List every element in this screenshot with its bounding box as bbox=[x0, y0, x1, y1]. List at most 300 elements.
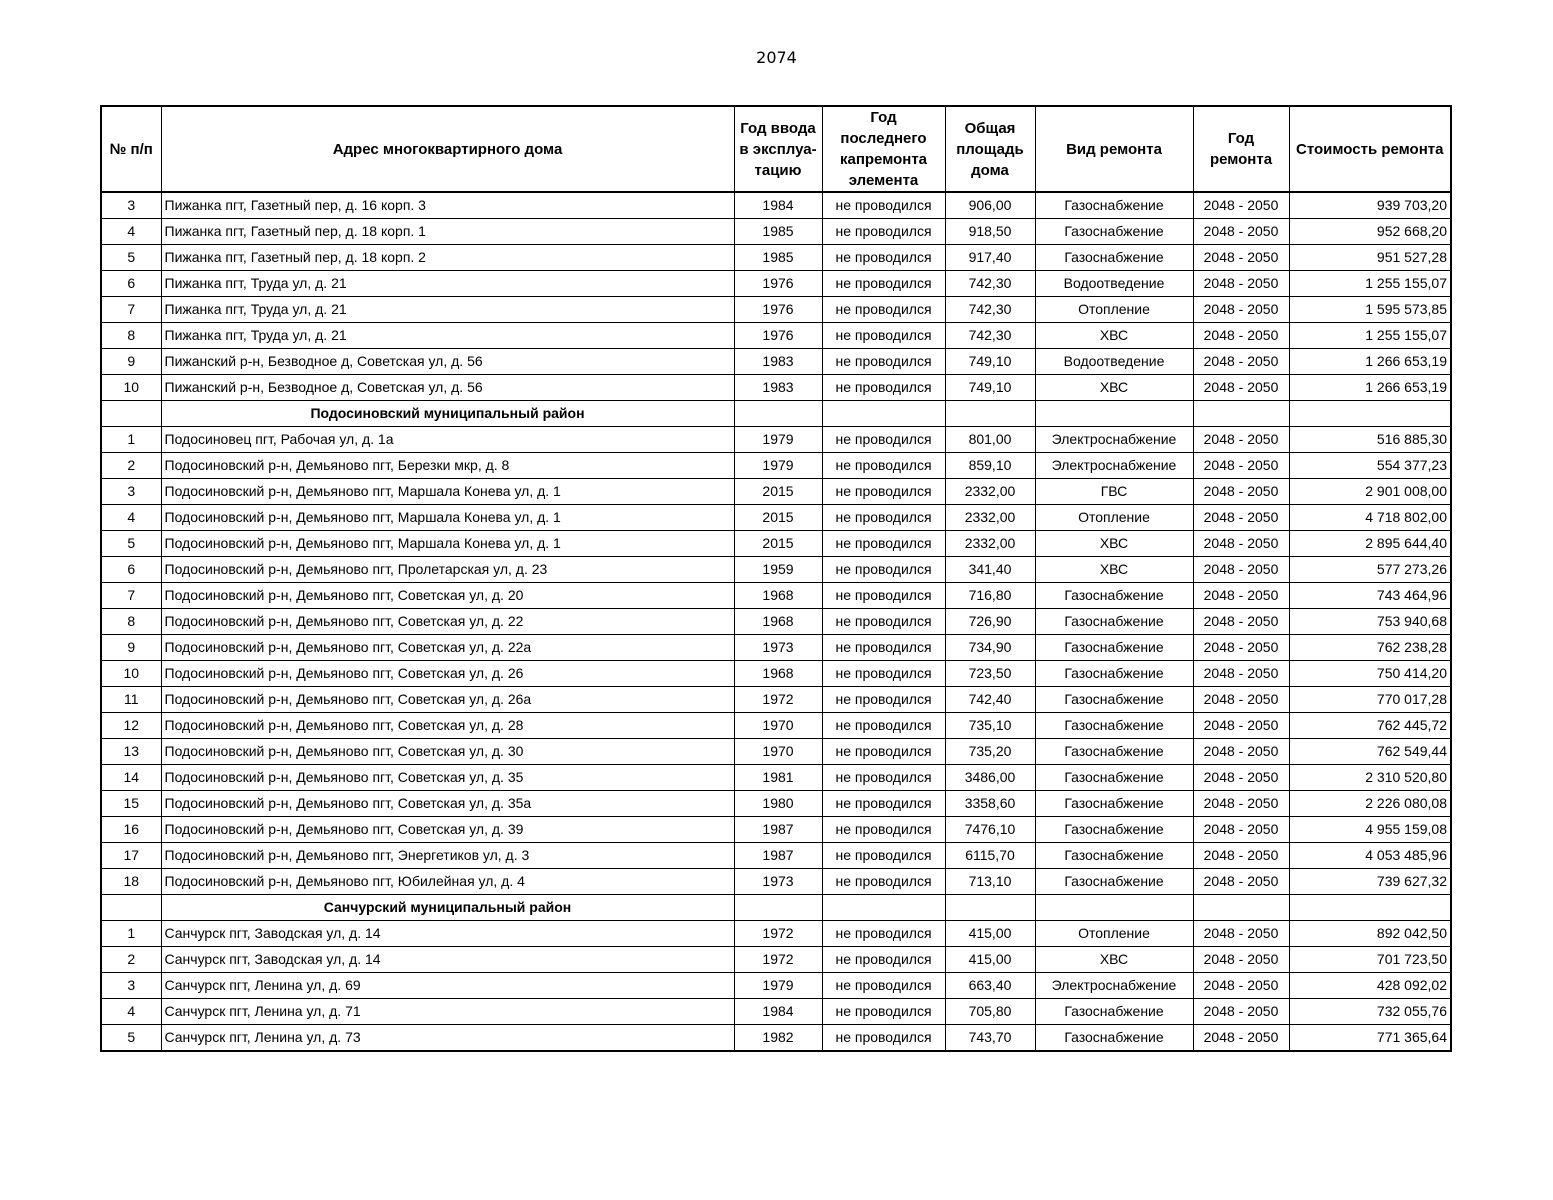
cell-num: 7 bbox=[101, 297, 161, 323]
cell-repair-type: Газоснабжение bbox=[1035, 219, 1193, 245]
cell-num: 3 bbox=[101, 192, 161, 219]
cell-area: 859,10 bbox=[945, 453, 1035, 479]
cell-repair-year: 2048 - 2050 bbox=[1193, 219, 1289, 245]
cell-repair-year: 2048 - 2050 bbox=[1193, 297, 1289, 323]
cell-repair-type: ХВС bbox=[1035, 947, 1193, 973]
cell-repair-type: Газоснабжение bbox=[1035, 192, 1193, 219]
cell-num: 9 bbox=[101, 349, 161, 375]
cell-address: Пижанка пгт, Труда ул, д. 21 bbox=[161, 271, 734, 297]
table-row bbox=[101, 297, 1451, 323]
cell-year-built: 1987 bbox=[734, 843, 822, 869]
cell-last-repair: не проводился bbox=[822, 219, 945, 245]
table-row bbox=[101, 271, 1451, 297]
cell-repair-type: Газоснабжение bbox=[1035, 791, 1193, 817]
cell-address: Пижанка пгт, Газетный пер, д. 16 корп. 3 bbox=[161, 192, 734, 219]
cell-area: 2332,00 bbox=[945, 505, 1035, 531]
cell-num: 14 bbox=[101, 765, 161, 791]
cell-repair-year: 2048 - 2050 bbox=[1193, 869, 1289, 895]
cell-num: 10 bbox=[101, 375, 161, 401]
cell-last-repair: не проводился bbox=[822, 1025, 945, 1052]
cell-address: Пижанка пгт, Труда ул, д. 21 bbox=[161, 297, 734, 323]
cell-repair-type: Газоснабжение bbox=[1035, 817, 1193, 843]
table-row bbox=[101, 817, 1451, 843]
cell-cost: 2 226 080,08 bbox=[1289, 791, 1451, 817]
cell-repair-type: Газоснабжение bbox=[1035, 609, 1193, 635]
table-row bbox=[101, 219, 1451, 245]
cell-num bbox=[101, 401, 161, 427]
header-num: № п/п bbox=[101, 106, 161, 192]
cell-last-repair: не проводился bbox=[822, 999, 945, 1025]
cell-year-built: 1970 bbox=[734, 713, 822, 739]
table-row bbox=[101, 999, 1451, 1025]
cell-area: 801,00 bbox=[945, 427, 1035, 453]
cell-repair-type: ХВС bbox=[1035, 323, 1193, 349]
cell-year-built: 1970 bbox=[734, 739, 822, 765]
cell-repair-year: 2048 - 2050 bbox=[1193, 739, 1289, 765]
cell-repair-type: Газоснабжение bbox=[1035, 1025, 1193, 1052]
repair-schedule-table bbox=[100, 105, 1452, 1052]
cell-num: 5 bbox=[101, 245, 161, 271]
cell-year-built: 1968 bbox=[734, 609, 822, 635]
cell-num: 3 bbox=[101, 973, 161, 999]
cell-num: 17 bbox=[101, 843, 161, 869]
cell-year-built: 1972 bbox=[734, 921, 822, 947]
cell-repair-type: Отопление bbox=[1035, 921, 1193, 947]
cell-cost: 939 703,20 bbox=[1289, 192, 1451, 219]
cell-area: 2332,00 bbox=[945, 479, 1035, 505]
cell-cost: 701 723,50 bbox=[1289, 947, 1451, 973]
table-row bbox=[101, 245, 1451, 271]
cell-cost: 554 377,23 bbox=[1289, 453, 1451, 479]
cell-year-built: 1982 bbox=[734, 1025, 822, 1052]
cell-last-repair: не проводился bbox=[822, 713, 945, 739]
cell-cost: 1 266 653,19 bbox=[1289, 349, 1451, 375]
cell-year-built: 2015 bbox=[734, 479, 822, 505]
cell-num: 4 bbox=[101, 505, 161, 531]
cell-year-built: 1979 bbox=[734, 427, 822, 453]
cell-area: 705,80 bbox=[945, 999, 1035, 1025]
cell-num: 12 bbox=[101, 713, 161, 739]
cell-cost: 2 895 644,40 bbox=[1289, 531, 1451, 557]
cell-cost: 952 668,20 bbox=[1289, 219, 1451, 245]
cell-repair-type: Газоснабжение bbox=[1035, 245, 1193, 271]
cell-area: 749,10 bbox=[945, 349, 1035, 375]
empty-cell bbox=[1035, 895, 1193, 921]
cell-repair-year: 2048 - 2050 bbox=[1193, 817, 1289, 843]
cell-last-repair: не проводился bbox=[822, 479, 945, 505]
cell-last-repair: не проводился bbox=[822, 427, 945, 453]
cell-area: 341,40 bbox=[945, 557, 1035, 583]
table-row bbox=[101, 765, 1451, 791]
cell-year-built: 1959 bbox=[734, 557, 822, 583]
cell-repair-type: Электроснабжение bbox=[1035, 973, 1193, 999]
section-title: Подосиновский муниципальный район bbox=[161, 401, 734, 427]
cell-repair-year: 2048 - 2050 bbox=[1193, 765, 1289, 791]
empty-cell bbox=[1193, 401, 1289, 427]
table-row bbox=[101, 1025, 1451, 1052]
cell-address: Подосиновский р-н, Демьяново пгт, Маршала Конева ул, д. 1 bbox=[161, 479, 734, 505]
cell-cost: 770 017,28 bbox=[1289, 687, 1451, 713]
cell-repair-type: Газоснабжение bbox=[1035, 843, 1193, 869]
table-body bbox=[101, 192, 1451, 1051]
cell-repair-year: 2048 - 2050 bbox=[1193, 245, 1289, 271]
cell-last-repair: не проводился bbox=[822, 192, 945, 219]
cell-area: 749,10 bbox=[945, 375, 1035, 401]
cell-repair-year: 2048 - 2050 bbox=[1193, 635, 1289, 661]
cell-num: 2 bbox=[101, 947, 161, 973]
table-row bbox=[101, 973, 1451, 999]
cell-cost: 428 092,02 bbox=[1289, 973, 1451, 999]
cell-num: 6 bbox=[101, 271, 161, 297]
cell-repair-year: 2048 - 2050 bbox=[1193, 661, 1289, 687]
cell-address: Пижанский р-н, Безводное д, Советская ул, д. 56 bbox=[161, 375, 734, 401]
cell-area: 6115,70 bbox=[945, 843, 1035, 869]
cell-repair-type: ХВС bbox=[1035, 375, 1193, 401]
cell-area: 917,40 bbox=[945, 245, 1035, 271]
cell-repair-year: 2048 - 2050 bbox=[1193, 427, 1289, 453]
cell-area: 7476,10 bbox=[945, 817, 1035, 843]
cell-cost: 4 718 802,00 bbox=[1289, 505, 1451, 531]
cell-address: Подосиновский р-н, Демьяново пгт, Советская ул, д. 20 bbox=[161, 583, 734, 609]
cell-repair-type: Водоотведение bbox=[1035, 349, 1193, 375]
empty-cell bbox=[734, 401, 822, 427]
cell-year-built: 1976 bbox=[734, 271, 822, 297]
cell-area: 663,40 bbox=[945, 973, 1035, 999]
header-repair-type: Вид ремонта bbox=[1035, 106, 1193, 192]
cell-address: Санчурск пгт, Заводская ул, д. 14 bbox=[161, 921, 734, 947]
cell-repair-type: Газоснабжение bbox=[1035, 583, 1193, 609]
cell-cost: 516 885,30 bbox=[1289, 427, 1451, 453]
cell-repair-year: 2048 - 2050 bbox=[1193, 843, 1289, 869]
cell-year-built: 1980 bbox=[734, 791, 822, 817]
cell-year-built: 1979 bbox=[734, 973, 822, 999]
cell-cost: 577 273,26 bbox=[1289, 557, 1451, 583]
cell-cost: 2 310 520,80 bbox=[1289, 765, 1451, 791]
header-repair-year: Год ремонта bbox=[1193, 106, 1289, 192]
table-row bbox=[101, 427, 1451, 453]
cell-address: Подосиновец пгт, Рабочая ул, д. 1а bbox=[161, 427, 734, 453]
cell-area: 742,30 bbox=[945, 323, 1035, 349]
cell-repair-year: 2048 - 2050 bbox=[1193, 713, 1289, 739]
cell-last-repair: не проводился bbox=[822, 271, 945, 297]
cell-num: 11 bbox=[101, 687, 161, 713]
cell-cost: 739 627,32 bbox=[1289, 869, 1451, 895]
cell-repair-year: 2048 - 2050 bbox=[1193, 973, 1289, 999]
cell-area: 742,40 bbox=[945, 687, 1035, 713]
cell-repair-year: 2048 - 2050 bbox=[1193, 479, 1289, 505]
cell-repair-type: ГВС bbox=[1035, 479, 1193, 505]
cell-year-built: 1985 bbox=[734, 219, 822, 245]
cell-repair-year: 2048 - 2050 bbox=[1193, 323, 1289, 349]
cell-repair-year: 2048 - 2050 bbox=[1193, 687, 1289, 713]
cell-repair-type: Электроснабжение bbox=[1035, 427, 1193, 453]
cell-repair-year: 2048 - 2050 bbox=[1193, 583, 1289, 609]
cell-repair-type: Газоснабжение bbox=[1035, 869, 1193, 895]
cell-last-repair: не проводился bbox=[822, 765, 945, 791]
table-row bbox=[101, 921, 1451, 947]
cell-last-repair: не проводился bbox=[822, 973, 945, 999]
empty-cell bbox=[1289, 895, 1451, 921]
cell-address: Подосиновский р-н, Демьяново пгт, Советская ул, д. 22 bbox=[161, 609, 734, 635]
cell-cost: 762 445,72 bbox=[1289, 713, 1451, 739]
cell-num bbox=[101, 895, 161, 921]
cell-address: Подосиновский р-н, Демьяново пгт, Березки мкр, д. 8 bbox=[161, 453, 734, 479]
cell-cost: 2 901 008,00 bbox=[1289, 479, 1451, 505]
cell-cost: 1 255 155,07 bbox=[1289, 271, 1451, 297]
cell-num: 2 bbox=[101, 453, 161, 479]
empty-cell bbox=[734, 895, 822, 921]
cell-repair-year: 2048 - 2050 bbox=[1193, 921, 1289, 947]
cell-year-built: 1976 bbox=[734, 297, 822, 323]
cell-cost: 892 042,50 bbox=[1289, 921, 1451, 947]
cell-last-repair: не проводился bbox=[822, 843, 945, 869]
cell-year-built: 1976 bbox=[734, 323, 822, 349]
cell-address: Подосиновский р-н, Демьяново пгт, Советская ул, д. 26 bbox=[161, 661, 734, 687]
cell-repair-year: 2048 - 2050 bbox=[1193, 791, 1289, 817]
cell-last-repair: не проводился bbox=[822, 739, 945, 765]
table-row bbox=[101, 557, 1451, 583]
cell-num: 18 bbox=[101, 869, 161, 895]
cell-address: Санчурск пгт, Ленина ул, д. 73 bbox=[161, 1025, 734, 1052]
cell-address: Санчурск пгт, Ленина ул, д. 71 bbox=[161, 999, 734, 1025]
cell-address: Пижанский р-н, Безводное д, Советская ул, д. 56 bbox=[161, 349, 734, 375]
cell-num: 8 bbox=[101, 609, 161, 635]
table-row bbox=[101, 583, 1451, 609]
cell-repair-type: Газоснабжение bbox=[1035, 687, 1193, 713]
cell-repair-type: Газоснабжение bbox=[1035, 635, 1193, 661]
cell-repair-type: ХВС bbox=[1035, 531, 1193, 557]
table-row bbox=[101, 687, 1451, 713]
cell-address: Подосиновский р-н, Демьяново пгт, Маршала Конева ул, д. 1 bbox=[161, 505, 734, 531]
cell-last-repair: не проводился bbox=[822, 453, 945, 479]
cell-year-built: 1968 bbox=[734, 583, 822, 609]
cell-area: 723,50 bbox=[945, 661, 1035, 687]
cell-cost: 771 365,64 bbox=[1289, 1025, 1451, 1052]
header-address: Адрес многоквартирного дома bbox=[161, 106, 734, 192]
cell-address: Подосиновский р-н, Демьяново пгт, Советская ул, д. 22а bbox=[161, 635, 734, 661]
cell-cost: 951 527,28 bbox=[1289, 245, 1451, 271]
cell-repair-year: 2048 - 2050 bbox=[1193, 505, 1289, 531]
cell-repair-year: 2048 - 2050 bbox=[1193, 609, 1289, 635]
table-row bbox=[101, 609, 1451, 635]
cell-area: 734,90 bbox=[945, 635, 1035, 661]
cell-year-built: 1984 bbox=[734, 999, 822, 1025]
cell-area: 716,80 bbox=[945, 583, 1035, 609]
cell-cost: 762 238,28 bbox=[1289, 635, 1451, 661]
cell-area: 743,70 bbox=[945, 1025, 1035, 1052]
cell-year-built: 1973 bbox=[734, 635, 822, 661]
cell-repair-type: Отопление bbox=[1035, 505, 1193, 531]
cell-year-built: 2015 bbox=[734, 531, 822, 557]
cell-num: 9 bbox=[101, 635, 161, 661]
cell-area: 415,00 bbox=[945, 947, 1035, 973]
table-row bbox=[101, 635, 1451, 661]
cell-cost: 743 464,96 bbox=[1289, 583, 1451, 609]
cell-area: 2332,00 bbox=[945, 531, 1035, 557]
cell-cost: 750 414,20 bbox=[1289, 661, 1451, 687]
cell-num: 3 bbox=[101, 479, 161, 505]
cell-repair-type: Газоснабжение bbox=[1035, 765, 1193, 791]
cell-last-repair: не проводился bbox=[822, 609, 945, 635]
table-row bbox=[101, 843, 1451, 869]
cell-last-repair: не проводился bbox=[822, 297, 945, 323]
cell-last-repair: не проводился bbox=[822, 869, 945, 895]
cell-repair-year: 2048 - 2050 bbox=[1193, 375, 1289, 401]
cell-address: Санчурск пгт, Ленина ул, д. 69 bbox=[161, 973, 734, 999]
cell-year-built: 1968 bbox=[734, 661, 822, 687]
cell-repair-year: 2048 - 2050 bbox=[1193, 557, 1289, 583]
cell-address: Подосиновский р-н, Демьяново пгт, Советская ул, д. 28 bbox=[161, 713, 734, 739]
cell-num: 7 bbox=[101, 583, 161, 609]
cell-area: 918,50 bbox=[945, 219, 1035, 245]
table-row bbox=[101, 869, 1451, 895]
cell-address: Пижанка пгт, Газетный пер, д. 18 корп. 2 bbox=[161, 245, 734, 271]
cell-num: 8 bbox=[101, 323, 161, 349]
table-row bbox=[101, 349, 1451, 375]
cell-area: 3358,60 bbox=[945, 791, 1035, 817]
empty-cell bbox=[1193, 895, 1289, 921]
header-cost: Стоимость ремонта bbox=[1289, 106, 1451, 192]
cell-num: 16 bbox=[101, 817, 161, 843]
empty-cell bbox=[1289, 401, 1451, 427]
cell-year-built: 1973 bbox=[734, 869, 822, 895]
cell-cost: 762 549,44 bbox=[1289, 739, 1451, 765]
cell-repair-year: 2048 - 2050 bbox=[1193, 999, 1289, 1025]
cell-last-repair: не проводился bbox=[822, 245, 945, 271]
table-row bbox=[101, 791, 1451, 817]
cell-repair-year: 2048 - 2050 bbox=[1193, 192, 1289, 219]
cell-repair-type: Газоснабжение bbox=[1035, 713, 1193, 739]
cell-repair-type: Газоснабжение bbox=[1035, 999, 1193, 1025]
cell-last-repair: не проводился bbox=[822, 505, 945, 531]
cell-year-built: 1981 bbox=[734, 765, 822, 791]
cell-last-repair: не проводился bbox=[822, 531, 945, 557]
cell-address: Подосиновский р-н, Демьяново пгт, Советская ул, д. 26а bbox=[161, 687, 734, 713]
cell-address: Пижанка пгт, Труда ул, д. 21 bbox=[161, 323, 734, 349]
cell-area: 735,10 bbox=[945, 713, 1035, 739]
cell-num: 4 bbox=[101, 219, 161, 245]
cell-num: 6 bbox=[101, 557, 161, 583]
cell-num: 5 bbox=[101, 1025, 161, 1052]
cell-num: 15 bbox=[101, 791, 161, 817]
cell-year-built: 1979 bbox=[734, 453, 822, 479]
empty-cell bbox=[822, 895, 945, 921]
header-last-repair: Год последнего капремонта элемента bbox=[822, 106, 945, 192]
cell-repair-year: 2048 - 2050 bbox=[1193, 453, 1289, 479]
cell-last-repair: не проводился bbox=[822, 921, 945, 947]
table-row bbox=[101, 479, 1451, 505]
cell-last-repair: не проводился bbox=[822, 323, 945, 349]
cell-num: 10 bbox=[101, 661, 161, 687]
table-row bbox=[101, 375, 1451, 401]
cell-year-built: 1984 bbox=[734, 192, 822, 219]
cell-repair-type: Электроснабжение bbox=[1035, 453, 1193, 479]
cell-last-repair: не проводился bbox=[822, 687, 945, 713]
cell-year-built: 1972 bbox=[734, 947, 822, 973]
cell-last-repair: не проводился bbox=[822, 583, 945, 609]
cell-address: Подосиновский р-н, Демьяново пгт, Советская ул, д. 30 bbox=[161, 739, 734, 765]
cell-num: 1 bbox=[101, 921, 161, 947]
section-row bbox=[101, 401, 1451, 427]
cell-cost: 1 266 653,19 bbox=[1289, 375, 1451, 401]
table-row bbox=[101, 713, 1451, 739]
cell-cost: 4 955 159,08 bbox=[1289, 817, 1451, 843]
cell-area: 415,00 bbox=[945, 921, 1035, 947]
header-year-built: Год ввода в эксплуа-тацию bbox=[734, 106, 822, 192]
table-row bbox=[101, 739, 1451, 765]
cell-last-repair: не проводился bbox=[822, 557, 945, 583]
empty-cell bbox=[822, 401, 945, 427]
cell-repair-year: 2048 - 2050 bbox=[1193, 271, 1289, 297]
cell-repair-year: 2048 - 2050 bbox=[1193, 531, 1289, 557]
cell-address: Подосиновский р-н, Демьяново пгт, Советская ул, д. 35а bbox=[161, 791, 734, 817]
cell-area: 742,30 bbox=[945, 271, 1035, 297]
table-header-row bbox=[101, 106, 1451, 192]
cell-area: 726,90 bbox=[945, 609, 1035, 635]
section-row bbox=[101, 895, 1451, 921]
page-number: 2074 bbox=[756, 48, 797, 67]
cell-last-repair: не проводился bbox=[822, 349, 945, 375]
cell-year-built: 1983 bbox=[734, 375, 822, 401]
cell-area: 906,00 bbox=[945, 192, 1035, 219]
cell-num: 1 bbox=[101, 427, 161, 453]
header-area: Общая площадь дома bbox=[945, 106, 1035, 192]
table-row bbox=[101, 192, 1451, 219]
cell-num: 5 bbox=[101, 531, 161, 557]
cell-address: Подосиновский р-н, Демьяново пгт, Советская ул, д. 35 bbox=[161, 765, 734, 791]
cell-cost: 732 055,76 bbox=[1289, 999, 1451, 1025]
cell-address: Пижанка пгт, Газетный пер, д. 18 корп. 1 bbox=[161, 219, 734, 245]
cell-repair-type: Газоснабжение bbox=[1035, 739, 1193, 765]
cell-repair-type: Водоотведение bbox=[1035, 271, 1193, 297]
cell-cost: 4 053 485,96 bbox=[1289, 843, 1451, 869]
cell-last-repair: не проводился bbox=[822, 947, 945, 973]
cell-last-repair: не проводился bbox=[822, 635, 945, 661]
cell-address: Санчурск пгт, Заводская ул, д. 14 bbox=[161, 947, 734, 973]
cell-last-repair: не проводился bbox=[822, 817, 945, 843]
cell-repair-type: ХВС bbox=[1035, 557, 1193, 583]
cell-address: Подосиновский р-н, Демьяново пгт, Советская ул, д. 39 bbox=[161, 817, 734, 843]
cell-last-repair: не проводился bbox=[822, 375, 945, 401]
cell-repair-year: 2048 - 2050 bbox=[1193, 947, 1289, 973]
section-title: Санчурский муниципальный район bbox=[161, 895, 734, 921]
empty-cell bbox=[945, 895, 1035, 921]
cell-area: 735,20 bbox=[945, 739, 1035, 765]
cell-year-built: 1983 bbox=[734, 349, 822, 375]
cell-address: Подосиновский р-н, Демьяново пгт, Юбилейная ул, д. 4 bbox=[161, 869, 734, 895]
cell-year-built: 1987 bbox=[734, 817, 822, 843]
cell-cost: 753 940,68 bbox=[1289, 609, 1451, 635]
cell-cost: 1 255 155,07 bbox=[1289, 323, 1451, 349]
cell-area: 742,30 bbox=[945, 297, 1035, 323]
table-row bbox=[101, 323, 1451, 349]
cell-last-repair: не проводился bbox=[822, 791, 945, 817]
table-row bbox=[101, 661, 1451, 687]
cell-repair-year: 2048 - 2050 bbox=[1193, 1025, 1289, 1052]
cell-area: 3486,00 bbox=[945, 765, 1035, 791]
table-row bbox=[101, 531, 1451, 557]
cell-address: Подосиновский р-н, Демьяново пгт, Пролетарская ул, д. 23 bbox=[161, 557, 734, 583]
cell-address: Подосиновский р-н, Демьяново пгт, Энергетиков ул, д. 3 bbox=[161, 843, 734, 869]
cell-repair-type: Отопление bbox=[1035, 297, 1193, 323]
table-row bbox=[101, 453, 1451, 479]
cell-num: 4 bbox=[101, 999, 161, 1025]
empty-cell bbox=[945, 401, 1035, 427]
cell-cost: 1 595 573,85 bbox=[1289, 297, 1451, 323]
cell-repair-type: Газоснабжение bbox=[1035, 661, 1193, 687]
table-row bbox=[101, 947, 1451, 973]
cell-year-built: 1985 bbox=[734, 245, 822, 271]
